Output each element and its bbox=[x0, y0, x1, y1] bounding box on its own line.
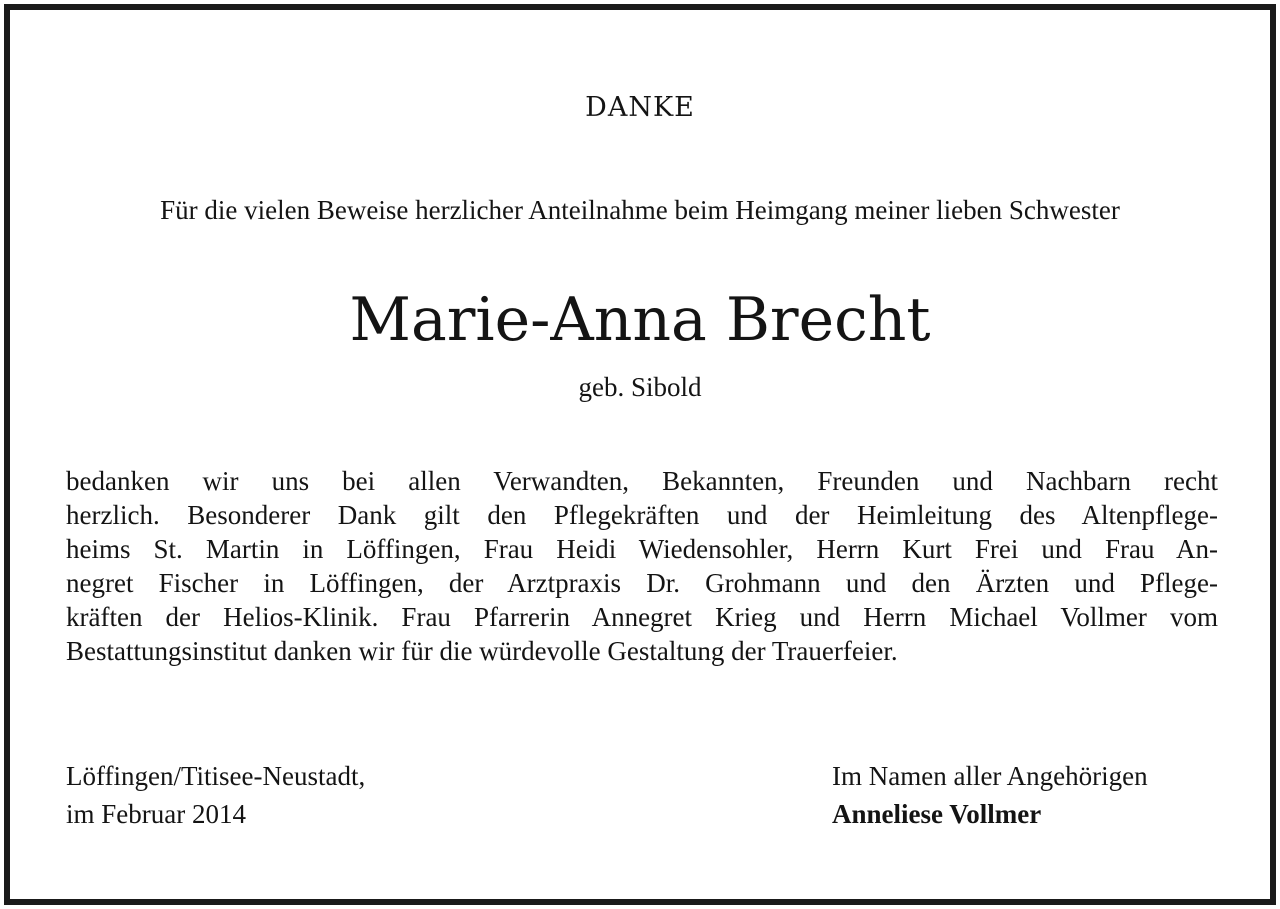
body-line: Bestattungsinstitut danken wir für die würdevolle Gestaltung der Trauerfeier. bbox=[66, 636, 898, 666]
signature-intro: Im Namen aller Angehörigen bbox=[832, 761, 1148, 791]
date: im Februar 2014 bbox=[66, 799, 246, 829]
signature-block bbox=[832, 757, 1148, 833]
signer-name: Anneliese Vollmer bbox=[832, 799, 1042, 829]
maiden-name: geb. Sibold bbox=[578, 372, 702, 402]
deceased-name: Marie-Anna Brecht bbox=[349, 285, 931, 355]
body-line: bedanken wir uns bei allen Verwandten, Bekannten, Freunden und Nachbarn recht bbox=[66, 466, 1218, 496]
body-paragraph bbox=[66, 464, 1218, 668]
notice-heading: DANKE bbox=[585, 92, 695, 123]
notice-frame bbox=[4, 4, 1276, 905]
intro-text: Für die vielen Beweise herzlicher Anteilnahme beim Heimgang meiner lieben Schwester bbox=[160, 195, 1120, 225]
body-line: negret Fischer in Löffingen, der Arztpraxis Dr. Grohmann und den Ärzten und Pflege- bbox=[66, 568, 1218, 598]
place: Löffingen/Titisee-Neustadt, bbox=[66, 761, 366, 791]
body-line: kräften der Helios-Klinik. Frau Pfarrerin Annegret Krieg und Herrn Michael Vollmer vom bbox=[66, 602, 1218, 632]
place-date bbox=[66, 757, 365, 833]
body-line: herzlich. Besonderer Dank gilt den Pflegekräften und der Heimleitung des Altenpflege- bbox=[66, 500, 1218, 530]
body-line: heims St. Martin in Löffingen, Frau Heidi Wiedensohler, Herrn Kurt Frei und Frau An- bbox=[66, 534, 1218, 564]
